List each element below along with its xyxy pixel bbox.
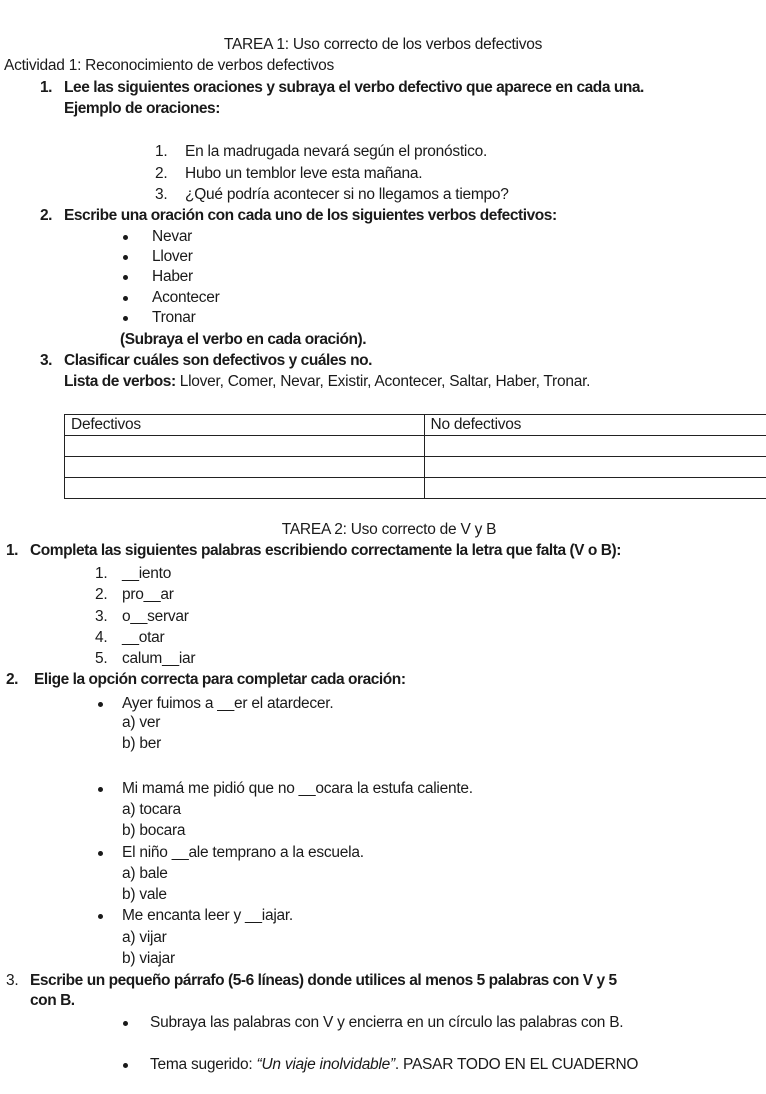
q2-note: (Subraya el verbo en cada oración).	[120, 331, 367, 348]
sentence-item: El niño __ale temprano a la escuela.	[122, 844, 364, 861]
option-a: a) vijar	[122, 929, 167, 946]
bullet-icon	[123, 275, 128, 280]
table-cell[interactable]	[65, 478, 425, 499]
bullet-icon	[123, 1021, 128, 1026]
q1-subheading: Ejemplo de oraciones:	[64, 100, 220, 117]
t2-q2-text: Elige la opción correcta para completar cada oración:	[34, 671, 406, 688]
word-item: __iento	[122, 565, 172, 582]
table-header-row	[65, 415, 766, 436]
bullet-icon	[123, 1063, 128, 1068]
verb-list-values: Llover, Comer, Nevar, Existir, Acontecer, Saltar, Haber, Tronar.	[175, 373, 591, 390]
t2-q1-text: Completa las siguientes palabras escribiendo correctamente la letra que falta (V o B):	[30, 542, 621, 559]
example-number: 3.	[155, 186, 168, 203]
q3-number: 3.	[40, 352, 53, 369]
verb-item: Llover	[152, 248, 193, 265]
option-b: b) ber	[122, 735, 161, 752]
tarea1-title: TAREA 1: Uso correcto de los verbos defectivos	[223, 36, 543, 53]
bullet-icon	[98, 851, 103, 856]
example-sentence: ¿Qué podría acontecer si no llegamos a tiempo?	[185, 186, 509, 203]
example-sentence: En la madrugada nevará según el pronóstico.	[185, 143, 488, 160]
example-number: 1.	[155, 143, 168, 160]
sentence-item: Me encanta leer y __iajar.	[122, 907, 293, 924]
table-cell[interactable]	[65, 436, 425, 457]
sentence-item: Mi mamá me pidió que no __ocara la estufa caliente.	[122, 780, 473, 797]
option-a: a) ver	[122, 714, 161, 731]
t2-q3-number: 3.	[6, 972, 19, 989]
word-number: 1.	[95, 565, 108, 582]
word-item: o__servar	[122, 608, 189, 625]
instruction-bullet: Subraya las palabras con V y encierra en un círculo las palabras con B.	[150, 1014, 624, 1031]
word-item: __otar	[122, 629, 165, 646]
bullet-icon	[123, 296, 128, 301]
word-number: 5.	[95, 650, 108, 667]
verb-item: Tronar	[152, 309, 196, 326]
verb-list	[64, 372, 590, 392]
option-a: a) bale	[122, 865, 168, 882]
t2-q1-number: 1.	[6, 542, 19, 559]
bullet-icon	[123, 255, 128, 260]
t2-q3-text-cont: con B.	[30, 992, 75, 1009]
actividad-heading: Actividad 1: Reconocimiento de verbos defectivos	[4, 57, 335, 74]
verb-item: Nevar	[152, 228, 193, 245]
example-sentence: Hubo un temblor leve esta mañana.	[185, 165, 423, 182]
notebook-instruction: PASAR TODO EN EL CUADERNO	[403, 1056, 639, 1073]
q3-text: Clasificar cuáles son defectivos y cuáles no.	[64, 352, 372, 369]
table-cell[interactable]	[424, 436, 766, 457]
table-row	[65, 436, 766, 457]
q2-number: 2.	[40, 207, 53, 224]
word-number: 2.	[95, 586, 108, 603]
verb-item: Acontecer	[152, 289, 220, 306]
q2-text: Escribe una oración con cada uno de los siguientes verbos defectivos:	[64, 207, 557, 224]
word-item: pro__ar	[122, 586, 174, 603]
table-cell[interactable]	[65, 457, 425, 478]
classification-table	[64, 414, 766, 499]
verb-item: Haber	[152, 268, 193, 285]
t2-q3-text: Escribe un pequeño párrafo (5-6 líneas) donde utilices al menos 5 palabras con V y 5	[30, 972, 617, 989]
q1-text: Lee las siguientes oraciones y subraya el verbo defectivo que aparece en cada una.	[64, 79, 644, 96]
bullet-icon	[98, 702, 103, 707]
word-item: calum__iar	[122, 650, 196, 667]
table-cell[interactable]	[424, 457, 766, 478]
theme-bullet	[150, 1055, 638, 1075]
bullet-icon	[98, 914, 103, 919]
verb-list-label: Lista de verbos:	[64, 373, 176, 390]
option-a: a) tocara	[122, 801, 181, 818]
option-b: b) vale	[122, 886, 167, 903]
sentence-item: Ayer fuimos a __er el atardecer.	[122, 695, 334, 712]
q1-number: 1.	[40, 79, 53, 96]
theme-prefix: Tema sugerido:	[150, 1056, 257, 1073]
bullet-icon	[98, 787, 103, 792]
word-number: 3.	[95, 608, 108, 625]
theme-punct: .	[394, 1056, 404, 1073]
bullet-icon	[123, 235, 128, 240]
table-row	[65, 478, 766, 499]
t2-q2-number: 2.	[6, 671, 19, 688]
tarea2-title: TAREA 2: Uso correcto de V y B	[281, 521, 497, 538]
theme-title: “Un viaje inolvidable”	[256, 1056, 395, 1073]
table-row	[65, 457, 766, 478]
option-b: b) viajar	[122, 950, 175, 967]
option-b: b) bocara	[122, 822, 186, 839]
table-cell[interactable]	[424, 478, 766, 499]
header-defectivos: Defectivos	[65, 415, 425, 436]
word-number: 4.	[95, 629, 108, 646]
example-number: 2.	[155, 165, 168, 182]
header-no-defectivos: No defectivos	[424, 415, 766, 436]
bullet-icon	[123, 316, 128, 321]
